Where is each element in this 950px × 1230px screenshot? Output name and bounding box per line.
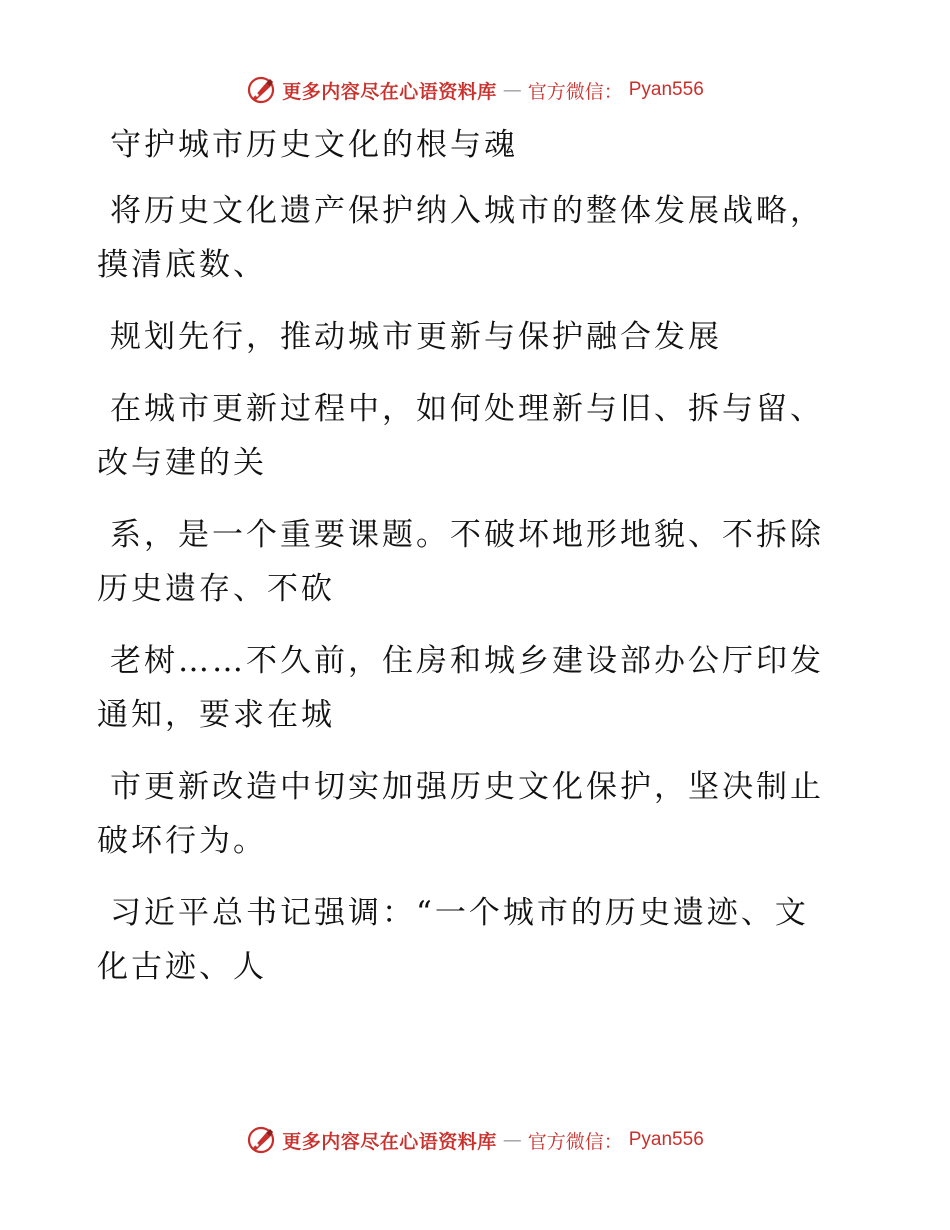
paragraph-1: 将历史文化遗产保护纳入城市的整体发展战略，摸清底数、 [97, 193, 824, 283]
paragraph-3: 在城市更新过程中，如何处理新与旧、拆与留、改与建的关 [97, 391, 824, 481]
header-banner-wechat-label: 官方微信： [527, 80, 623, 103]
paragraph-5: 老树……不久前，住房和城乡建设部办公厅印发通知，要求在城 [97, 643, 824, 733]
header-banner-dash: — [502, 79, 522, 101]
header-banner-main: 更多内容尽在心语资料库 [282, 80, 497, 103]
paragraph-2: 规划先行，推动城市更新与保护融合发展 [110, 319, 722, 355]
pen-nib-logo-icon [246, 1125, 276, 1155]
paragraph-7: 习近平总书记强调：“一个城市的历史遗迹、文化古迹、人 [97, 895, 809, 985]
paragraph-4: 系，是一个重要课题。不破坏地形地貌、不拆除历史遗存、不砍 [97, 517, 824, 607]
footer-banner-main: 更多内容尽在心语资料库 [282, 1130, 497, 1153]
footer-banner-dash: — [502, 1129, 522, 1151]
footer-banner [246, 1125, 704, 1155]
page-header [0, 70, 950, 110]
document-body [97, 118, 837, 1012]
paragraph-6: 市更新改造中切实加强历史文化保护，坚决制止破坏行为。 [97, 769, 824, 859]
header-banner-wechat-id: Pyan556 [628, 79, 704, 100]
pen-nib-logo-icon [246, 75, 276, 105]
footer-banner-wechat-id: Pyan556 [628, 1129, 704, 1150]
footer-banner-wechat-label: 官方微信： [527, 1130, 623, 1153]
header-banner [246, 75, 704, 105]
page-footer [0, 1120, 950, 1160]
document-title: 守护城市历史文化的根与魂 [110, 127, 518, 163]
